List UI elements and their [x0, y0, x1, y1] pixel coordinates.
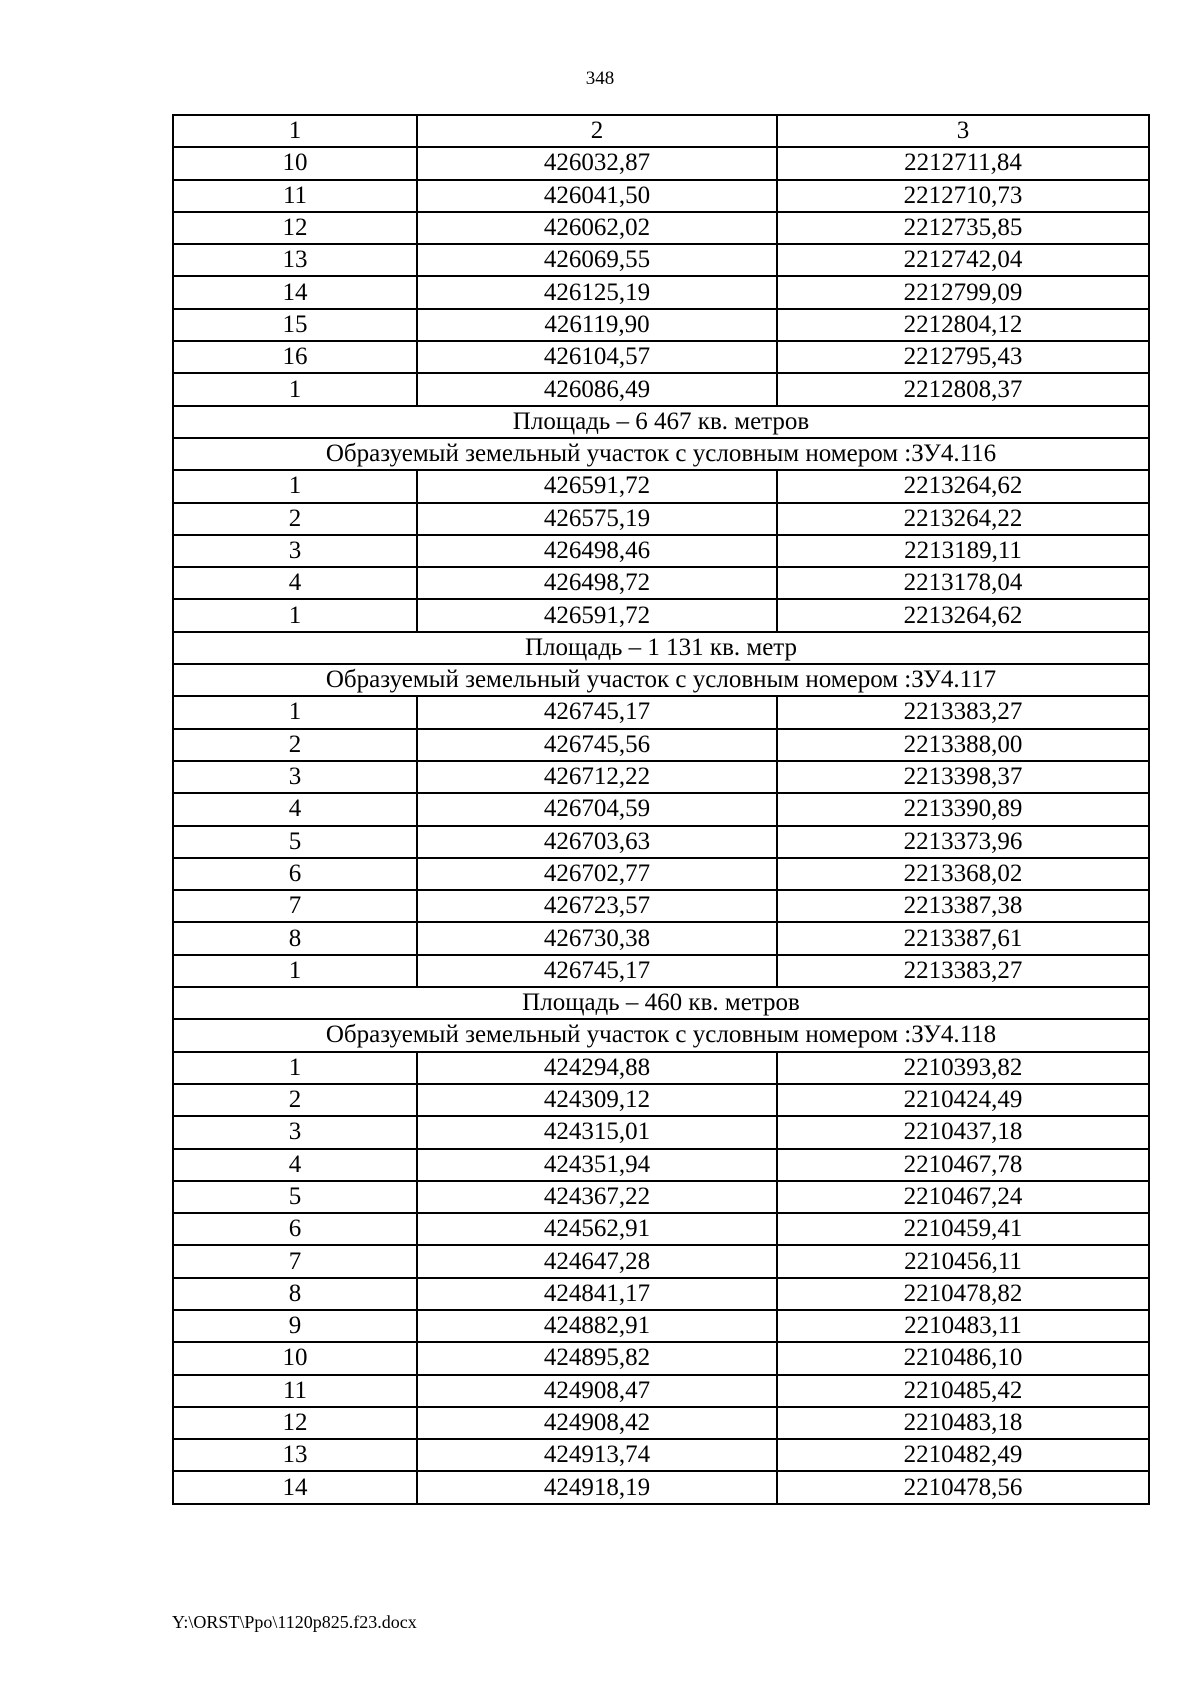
point-number-cell: 14 — [173, 276, 417, 308]
point-number-cell: 1 — [173, 696, 417, 728]
point-number-cell: 13 — [173, 1439, 417, 1471]
y-coordinate-cell: 2213383,27 — [777, 955, 1149, 987]
table-row — [173, 955, 1149, 987]
y-coordinate-cell: 2210467,78 — [777, 1149, 1149, 1181]
y-coordinate-cell: 2210424,49 — [777, 1084, 1149, 1116]
column-number-cell: 1 — [173, 115, 417, 147]
y-coordinate-cell: 2213387,38 — [777, 890, 1149, 922]
x-coordinate-cell: 426712,22 — [417, 761, 777, 793]
x-coordinate-cell: 426745,17 — [417, 696, 777, 728]
column-number-cell: 2 — [417, 115, 777, 147]
x-coordinate-cell: 424918,19 — [417, 1471, 777, 1503]
table-row — [173, 1245, 1149, 1277]
point-number-cell: 3 — [173, 761, 417, 793]
section-row — [173, 632, 1149, 664]
x-coordinate-cell: 426723,57 — [417, 890, 777, 922]
x-coordinate-cell: 426591,72 — [417, 599, 777, 631]
x-coordinate-cell: 424367,22 — [417, 1181, 777, 1213]
table-row — [173, 276, 1149, 308]
y-coordinate-cell: 2213178,04 — [777, 567, 1149, 599]
x-coordinate-cell: 426104,57 — [417, 341, 777, 373]
x-coordinate-cell: 424309,12 — [417, 1084, 777, 1116]
point-number-cell: 2 — [173, 503, 417, 535]
table-row — [173, 599, 1149, 631]
table-row — [173, 1149, 1149, 1181]
x-coordinate-cell: 424351,94 — [417, 1149, 777, 1181]
y-coordinate-cell: 2212804,12 — [777, 309, 1149, 341]
table-row — [173, 922, 1149, 954]
table-row — [173, 1116, 1149, 1148]
table-row — [173, 341, 1149, 373]
y-coordinate-cell: 2213388,00 — [777, 729, 1149, 761]
y-coordinate-cell: 2213383,27 — [777, 696, 1149, 728]
x-coordinate-cell: 426745,17 — [417, 955, 777, 987]
x-coordinate-cell: 426730,38 — [417, 922, 777, 954]
y-coordinate-cell: 2210393,82 — [777, 1052, 1149, 1084]
table-row — [173, 729, 1149, 761]
x-coordinate-cell: 424647,28 — [417, 1245, 777, 1277]
y-coordinate-cell: 2212735,85 — [777, 212, 1149, 244]
point-number-cell: 2 — [173, 729, 417, 761]
y-coordinate-cell: 2210483,18 — [777, 1407, 1149, 1439]
table-row — [173, 1342, 1149, 1374]
column-number-row — [173, 115, 1149, 147]
section-cell: Образуемый земельный участок с условным номером :ЗУ4.117 — [173, 664, 1149, 696]
y-coordinate-cell: 2213368,02 — [777, 858, 1149, 890]
point-number-cell: 11 — [173, 1375, 417, 1407]
table-row — [173, 180, 1149, 212]
table-row — [173, 567, 1149, 599]
point-number-cell: 1 — [173, 599, 417, 631]
y-coordinate-cell: 2210459,41 — [777, 1213, 1149, 1245]
section-row — [173, 438, 1149, 470]
section-row — [173, 1019, 1149, 1051]
x-coordinate-cell: 424562,91 — [417, 1213, 777, 1245]
point-number-cell: 7 — [173, 1245, 417, 1277]
x-coordinate-cell: 426498,72 — [417, 567, 777, 599]
table-row — [173, 1181, 1149, 1213]
table-row — [173, 1278, 1149, 1310]
x-coordinate-cell: 424841,17 — [417, 1278, 777, 1310]
table-row — [173, 244, 1149, 276]
x-coordinate-cell: 426062,02 — [417, 212, 777, 244]
x-coordinate-cell: 424908,42 — [417, 1407, 777, 1439]
table-row — [173, 793, 1149, 825]
y-coordinate-cell: 2210483,11 — [777, 1310, 1149, 1342]
point-number-cell: 5 — [173, 1181, 417, 1213]
table-row — [173, 858, 1149, 890]
point-number-cell: 13 — [173, 244, 417, 276]
y-coordinate-cell: 2212710,73 — [777, 180, 1149, 212]
table-row — [173, 696, 1149, 728]
x-coordinate-cell: 424294,88 — [417, 1052, 777, 1084]
y-coordinate-cell: 2210437,18 — [777, 1116, 1149, 1148]
y-coordinate-cell: 2213387,61 — [777, 922, 1149, 954]
table-row — [173, 1052, 1149, 1084]
point-number-cell: 10 — [173, 147, 417, 179]
point-number-cell: 15 — [173, 309, 417, 341]
coordinates-table — [172, 114, 1150, 1505]
point-number-cell: 4 — [173, 1149, 417, 1181]
x-coordinate-cell: 424315,01 — [417, 1116, 777, 1148]
x-coordinate-cell: 424882,91 — [417, 1310, 777, 1342]
y-coordinate-cell: 2213398,37 — [777, 761, 1149, 793]
section-row — [173, 664, 1149, 696]
y-coordinate-cell: 2212808,37 — [777, 373, 1149, 405]
point-number-cell: 5 — [173, 826, 417, 858]
x-coordinate-cell: 426575,19 — [417, 503, 777, 535]
section-row — [173, 406, 1149, 438]
x-coordinate-cell: 426703,63 — [417, 826, 777, 858]
y-coordinate-cell: 2210486,10 — [777, 1342, 1149, 1374]
section-cell: Образуемый земельный участок с условным номером :ЗУ4.116 — [173, 438, 1149, 470]
table-row — [173, 1439, 1149, 1471]
point-number-cell: 8 — [173, 1278, 417, 1310]
point-number-cell: 11 — [173, 180, 417, 212]
x-coordinate-cell: 426704,59 — [417, 793, 777, 825]
section-cell: Площадь – 1 131 кв. метр — [173, 632, 1149, 664]
y-coordinate-cell: 2213390,89 — [777, 793, 1149, 825]
page-number: 348 — [585, 68, 615, 89]
x-coordinate-cell: 424908,47 — [417, 1375, 777, 1407]
table-row — [173, 535, 1149, 567]
y-coordinate-cell: 2212795,43 — [777, 341, 1149, 373]
point-number-cell: 4 — [173, 793, 417, 825]
point-number-cell: 4 — [173, 567, 417, 599]
point-number-cell: 10 — [173, 1342, 417, 1374]
section-cell: Площадь – 6 467 кв. метров — [173, 406, 1149, 438]
table-row — [173, 761, 1149, 793]
x-coordinate-cell: 426119,90 — [417, 309, 777, 341]
point-number-cell: 7 — [173, 890, 417, 922]
x-coordinate-cell: 426069,55 — [417, 244, 777, 276]
point-number-cell: 1 — [173, 1052, 417, 1084]
y-coordinate-cell: 2213189,11 — [777, 535, 1149, 567]
y-coordinate-cell: 2210478,56 — [777, 1471, 1149, 1503]
point-number-cell: 16 — [173, 341, 417, 373]
table-row — [173, 1310, 1149, 1342]
table-row — [173, 1375, 1149, 1407]
table-row — [173, 147, 1149, 179]
section-cell: Образуемый земельный участок с условным номером :ЗУ4.118 — [173, 1019, 1149, 1051]
point-number-cell: 8 — [173, 922, 417, 954]
table-row — [173, 890, 1149, 922]
y-coordinate-cell: 2210456,11 — [777, 1245, 1149, 1277]
table-row — [173, 470, 1149, 502]
table-row — [173, 1471, 1149, 1503]
point-number-cell: 14 — [173, 1471, 417, 1503]
y-coordinate-cell: 2213264,62 — [777, 599, 1149, 631]
x-coordinate-cell: 424895,82 — [417, 1342, 777, 1374]
point-number-cell: 3 — [173, 535, 417, 567]
y-coordinate-cell: 2213264,22 — [777, 503, 1149, 535]
x-coordinate-cell: 426702,77 — [417, 858, 777, 890]
y-coordinate-cell: 2212742,04 — [777, 244, 1149, 276]
table-row — [173, 373, 1149, 405]
x-coordinate-cell: 424913,74 — [417, 1439, 777, 1471]
y-coordinate-cell: 2210485,42 — [777, 1375, 1149, 1407]
point-number-cell: 6 — [173, 1213, 417, 1245]
table-row — [173, 1084, 1149, 1116]
point-number-cell: 12 — [173, 1407, 417, 1439]
x-coordinate-cell: 426041,50 — [417, 180, 777, 212]
point-number-cell: 3 — [173, 1116, 417, 1148]
y-coordinate-cell: 2213264,62 — [777, 470, 1149, 502]
section-cell: Площадь – 460 кв. метров — [173, 987, 1149, 1019]
section-row — [173, 987, 1149, 1019]
coordinates-table-body — [173, 115, 1149, 1504]
point-number-cell: 1 — [173, 955, 417, 987]
table-row — [173, 212, 1149, 244]
y-coordinate-cell: 2213373,96 — [777, 826, 1149, 858]
point-number-cell: 9 — [173, 1310, 417, 1342]
column-number-cell: 3 — [777, 115, 1149, 147]
x-coordinate-cell: 426086,49 — [417, 373, 777, 405]
table-row — [173, 1407, 1149, 1439]
y-coordinate-cell: 2210478,82 — [777, 1278, 1149, 1310]
y-coordinate-cell: 2212711,84 — [777, 147, 1149, 179]
x-coordinate-cell: 426125,19 — [417, 276, 777, 308]
point-number-cell: 6 — [173, 858, 417, 890]
y-coordinate-cell: 2212799,09 — [777, 276, 1149, 308]
x-coordinate-cell: 426745,56 — [417, 729, 777, 761]
y-coordinate-cell: 2210482,49 — [777, 1439, 1149, 1471]
y-coordinate-cell: 2210467,24 — [777, 1181, 1149, 1213]
point-number-cell: 2 — [173, 1084, 417, 1116]
table-row — [173, 503, 1149, 535]
table-row — [173, 309, 1149, 341]
point-number-cell: 1 — [173, 373, 417, 405]
x-coordinate-cell: 426591,72 — [417, 470, 777, 502]
table-row — [173, 1213, 1149, 1245]
point-number-cell: 12 — [173, 212, 417, 244]
x-coordinate-cell: 426498,46 — [417, 535, 777, 567]
point-number-cell: 1 — [173, 470, 417, 502]
x-coordinate-cell: 426032,87 — [417, 147, 777, 179]
table-row — [173, 826, 1149, 858]
file-path-footer: Y:\ORST\Ppo\1120p825.f23.docx — [172, 1612, 417, 1632]
